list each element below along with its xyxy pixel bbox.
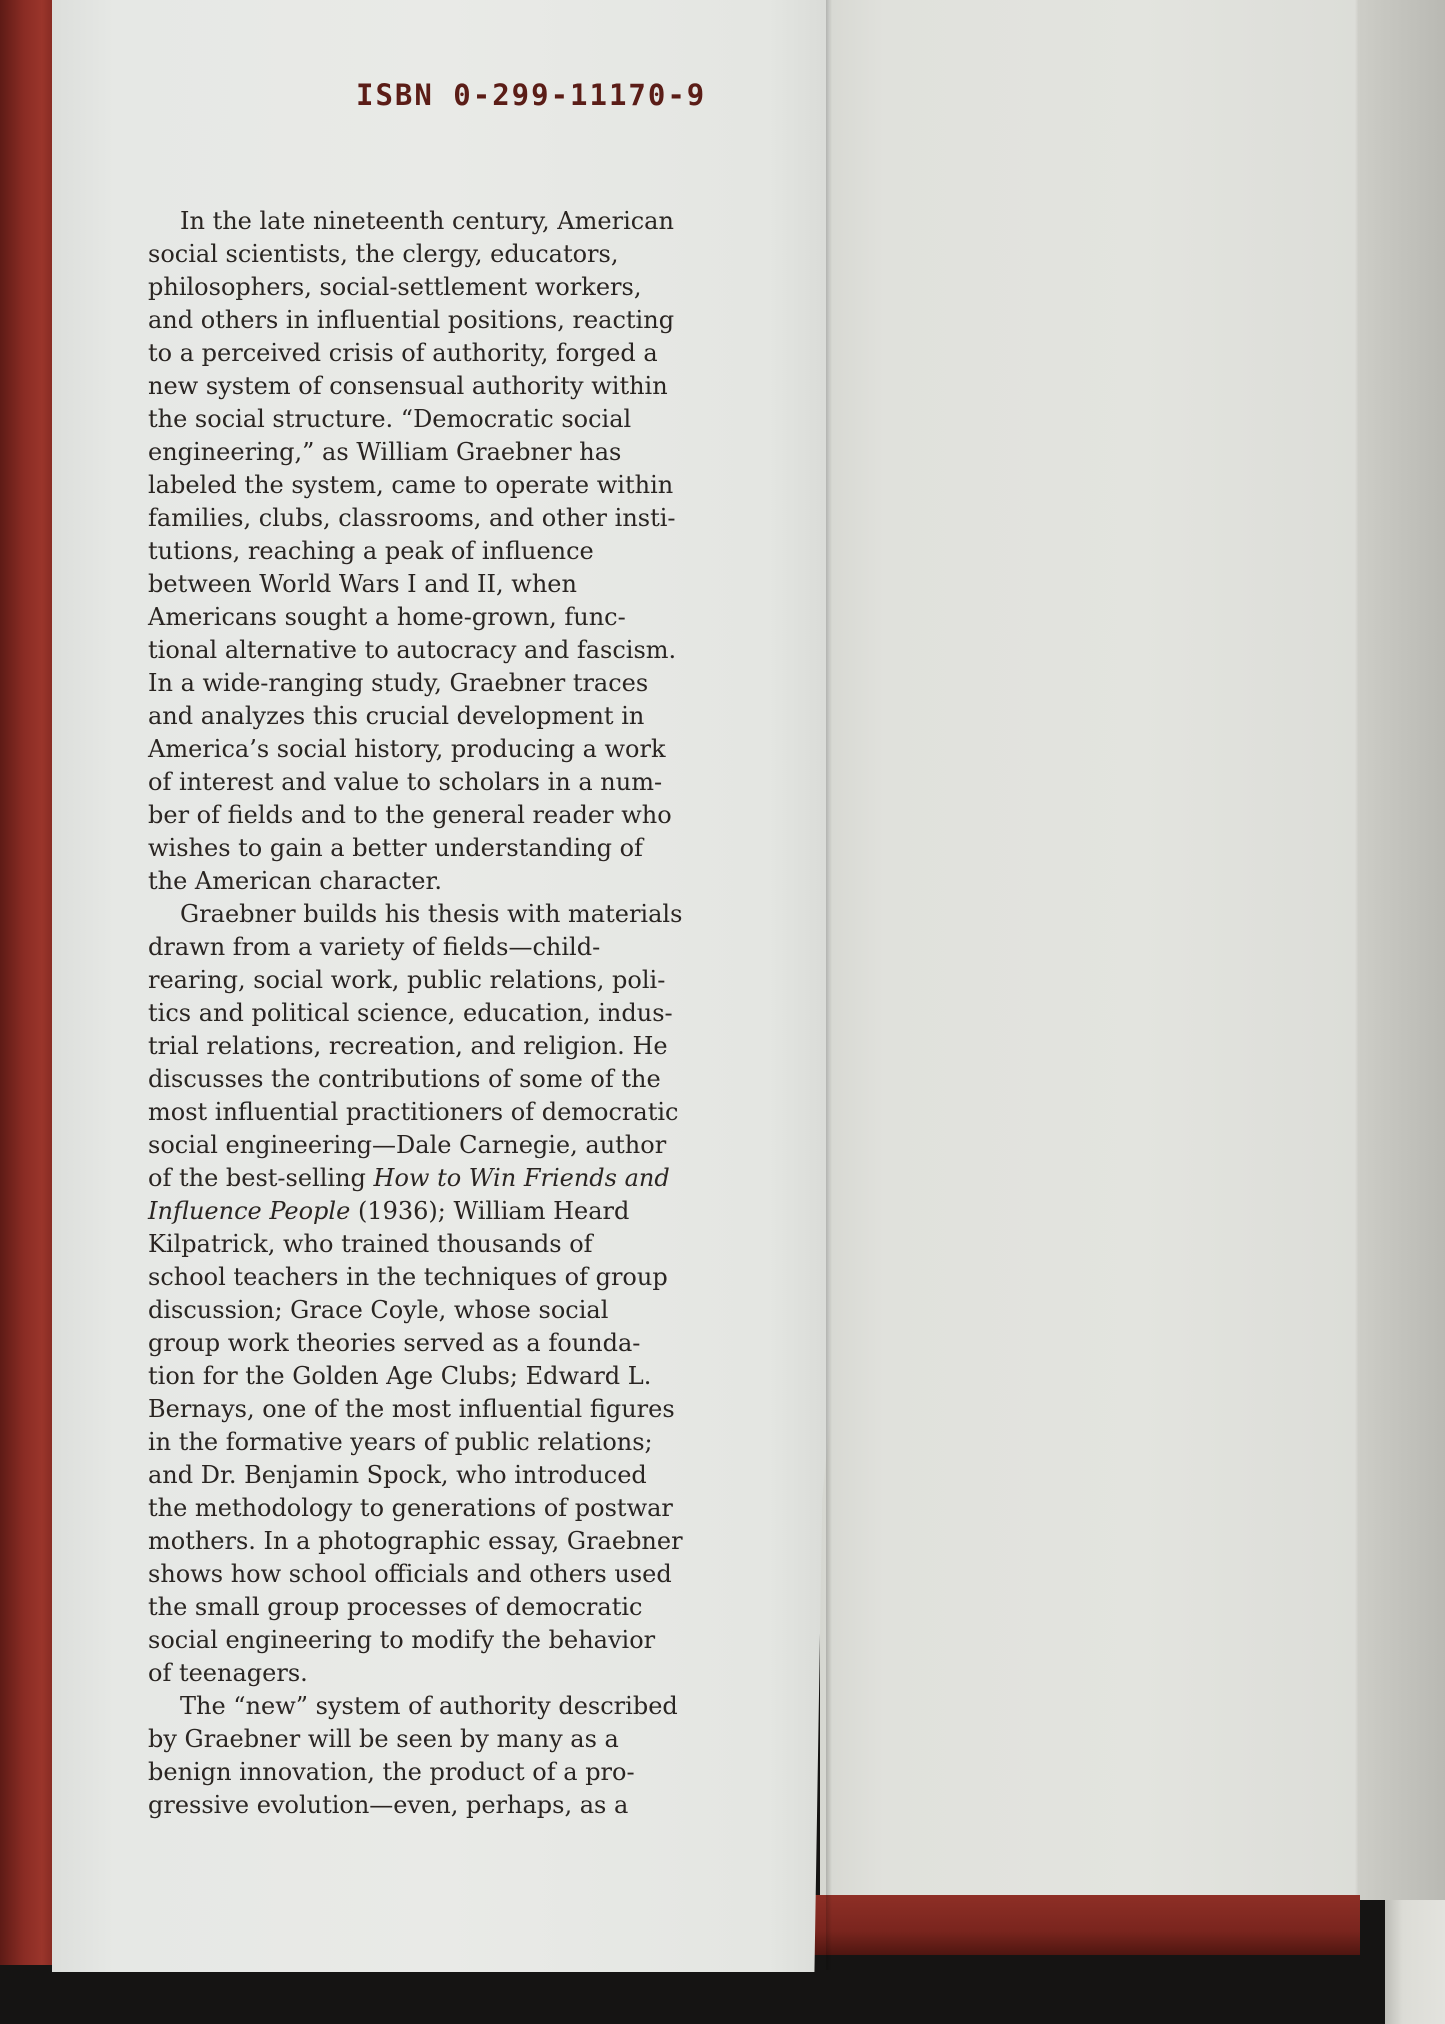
blurb-line xyxy=(148,1162,748,1195)
blurb-line-text: ber of fields and to the general reader who xyxy=(148,801,672,829)
blurb-line-text: social engineering to modify the behavior xyxy=(148,1626,656,1654)
blurb-line-text: and others in influential positions, reacting xyxy=(148,306,675,334)
blurb-line-text: by Graebner will be seen by many as a xyxy=(148,1725,619,1753)
blurb-line xyxy=(148,1261,748,1294)
book-title-italic: Influence People xyxy=(148,1197,351,1225)
blurb-line xyxy=(148,568,748,601)
blurb-line-text: In the late nineteenth century, American xyxy=(180,207,674,235)
blurb-line xyxy=(148,1789,748,1822)
book-title-italic: How to Win Friends and xyxy=(373,1164,670,1192)
blurb-line xyxy=(148,799,748,832)
blurb-line xyxy=(148,1195,748,1228)
blurb-line-text: trial relations, recreation, and religion. He xyxy=(148,1032,668,1060)
blurb-line xyxy=(148,1723,748,1756)
flap-fold-shadow xyxy=(826,0,832,1970)
blurb-line-text: mothers. In a photographic essay, Graebner xyxy=(148,1527,683,1555)
blurb-line-text: the social structure. “Democratic social xyxy=(148,405,632,433)
blurb-line-text: gressive evolution—even, perhaps, as a xyxy=(148,1791,629,1819)
blurb-line xyxy=(148,1624,748,1657)
blurb-line-text: tics and political science, education, indus- xyxy=(148,999,673,1027)
blurb-line-text: rearing, social work, public relations, poli- xyxy=(148,966,666,994)
blurb-line-text: and analyzes this crucial development in xyxy=(148,702,645,730)
blurb-line-text: of the best-selling xyxy=(148,1164,374,1192)
blurb-line xyxy=(148,634,748,667)
blurb-line-text: group work theories served as a founda- xyxy=(148,1329,641,1357)
blurb-line xyxy=(148,898,748,931)
blurb-line-text: social engineering—Dale Carnegie, author xyxy=(148,1131,667,1159)
blurb-line xyxy=(148,1525,748,1558)
blurb-line-text: to a perceived crisis of authority, forged a xyxy=(148,339,658,367)
blurb-line-text: in the formative years of public relations; xyxy=(148,1428,653,1456)
blurb-line xyxy=(148,1459,748,1492)
blurb-line-text: tional alternative to autocracy and fascism. xyxy=(148,636,677,664)
blurb-line xyxy=(148,205,748,238)
blurb-line xyxy=(148,502,748,535)
blurb-line xyxy=(148,535,748,568)
blurb-line-text: shows how school officials and others used xyxy=(148,1560,672,1588)
blurb-line xyxy=(148,370,748,403)
blurb-line-text: most influential practitioners of democratic xyxy=(148,1098,679,1126)
blurb-line-text: wishes to gain a better understanding of xyxy=(148,834,643,862)
book-cover-bottom-edge xyxy=(790,1895,1360,1955)
blurb-line xyxy=(148,964,748,997)
blurb-line xyxy=(148,1591,748,1624)
blurb-line xyxy=(148,1558,748,1591)
blurb-line xyxy=(148,1360,748,1393)
blurb-line xyxy=(148,601,748,634)
book-cover-spine-edge xyxy=(0,0,60,1965)
blurb-line xyxy=(148,403,748,436)
blurb-line-text: school teachers in the techniques of group xyxy=(148,1263,668,1291)
blurb-line-text: philosophers, social-settlement workers, xyxy=(148,273,642,301)
blurb-line xyxy=(148,304,748,337)
blurb-line-text: discussion; Grace Coyle, whose social xyxy=(148,1296,609,1324)
blurb-line-text: tutions, reaching a peak of influence xyxy=(148,537,594,565)
blurb-line-text: the small group processes of democratic xyxy=(148,1593,643,1621)
blurb-line xyxy=(148,733,748,766)
blurb-line-text: social scientists, the clergy, educators, xyxy=(148,240,619,268)
blurb-line xyxy=(148,1030,748,1063)
blurb-line-text: drawn from a variety of fields—child- xyxy=(148,933,601,961)
blurb-line xyxy=(148,1690,748,1723)
blurb-line xyxy=(148,865,748,898)
blurb-line xyxy=(148,271,748,304)
blurb-line xyxy=(148,1393,748,1426)
blurb-line-text: between World Wars I and II, when xyxy=(148,570,577,598)
blurb-line-text: of teenagers. xyxy=(148,1659,308,1687)
blurb-line xyxy=(148,1129,748,1162)
blurb-line xyxy=(148,1657,748,1690)
blurb-line xyxy=(148,700,748,733)
blurb-line-text: tion for the Golden Age Clubs; Edward L. xyxy=(148,1362,652,1390)
blurb-line-text: and Dr. Benjamin Spock, who introduced xyxy=(148,1461,647,1489)
blurb-line-text: Graebner builds his thesis with materials xyxy=(180,900,683,928)
blurb-line-text: labeled the system, came to operate within xyxy=(148,471,674,499)
blurb-line-text: engineering,” as William Graebner has xyxy=(148,438,622,466)
blurb-line-text: In a wide-ranging study, Graebner traces xyxy=(148,669,649,697)
blurb-line xyxy=(148,436,748,469)
blurb-line-text: discusses the contributions of some of the xyxy=(148,1065,661,1093)
blurb-line-text: families, clubs, classrooms, and other insti- xyxy=(148,504,676,532)
blurb-line-text: benign innovation, the product of a pro- xyxy=(148,1758,635,1786)
blurb-line xyxy=(148,1492,748,1525)
blurb-line xyxy=(148,238,748,271)
blurb-line xyxy=(148,1327,748,1360)
blurb-line xyxy=(148,469,748,502)
blurb-line-text: The “new” system of authority described xyxy=(180,1692,678,1720)
blurb-line xyxy=(148,1294,748,1327)
blurb-line xyxy=(148,1063,748,1096)
blurb-line xyxy=(148,766,748,799)
blurb-line-text: Bernays, one of the most influential figures xyxy=(148,1395,675,1423)
blurb-line xyxy=(148,1756,748,1789)
blurb-line-text-after: (1936); William Heard xyxy=(350,1197,630,1225)
blurb-line xyxy=(148,337,748,370)
flap-blurb-text xyxy=(148,205,748,1822)
blurb-line-text: Kilpatrick, who trained thousands of xyxy=(148,1230,593,1258)
blurb-line xyxy=(148,1228,748,1261)
blurb-line xyxy=(148,1096,748,1129)
blurb-line-text: the American character. xyxy=(148,867,442,895)
blurb-line xyxy=(148,667,748,700)
blurb-line-text: America’s social history, producing a work xyxy=(148,735,666,763)
blurb-line xyxy=(148,1426,748,1459)
blurb-line xyxy=(148,997,748,1030)
blurb-line-text: the methodology to generations of postwar xyxy=(148,1494,673,1522)
blurb-line-text: new system of consensual authority within xyxy=(148,372,668,400)
isbn-number: ISBN 0-299-11170-9 xyxy=(356,78,707,112)
blurb-line-text: Americans sought a home-grown, func- xyxy=(148,603,626,631)
blurb-line-text: of interest and value to scholars in a num- xyxy=(148,768,663,796)
blank-endpaper xyxy=(820,0,1355,1905)
blurb-line xyxy=(148,931,748,964)
blurb-line xyxy=(148,832,748,865)
